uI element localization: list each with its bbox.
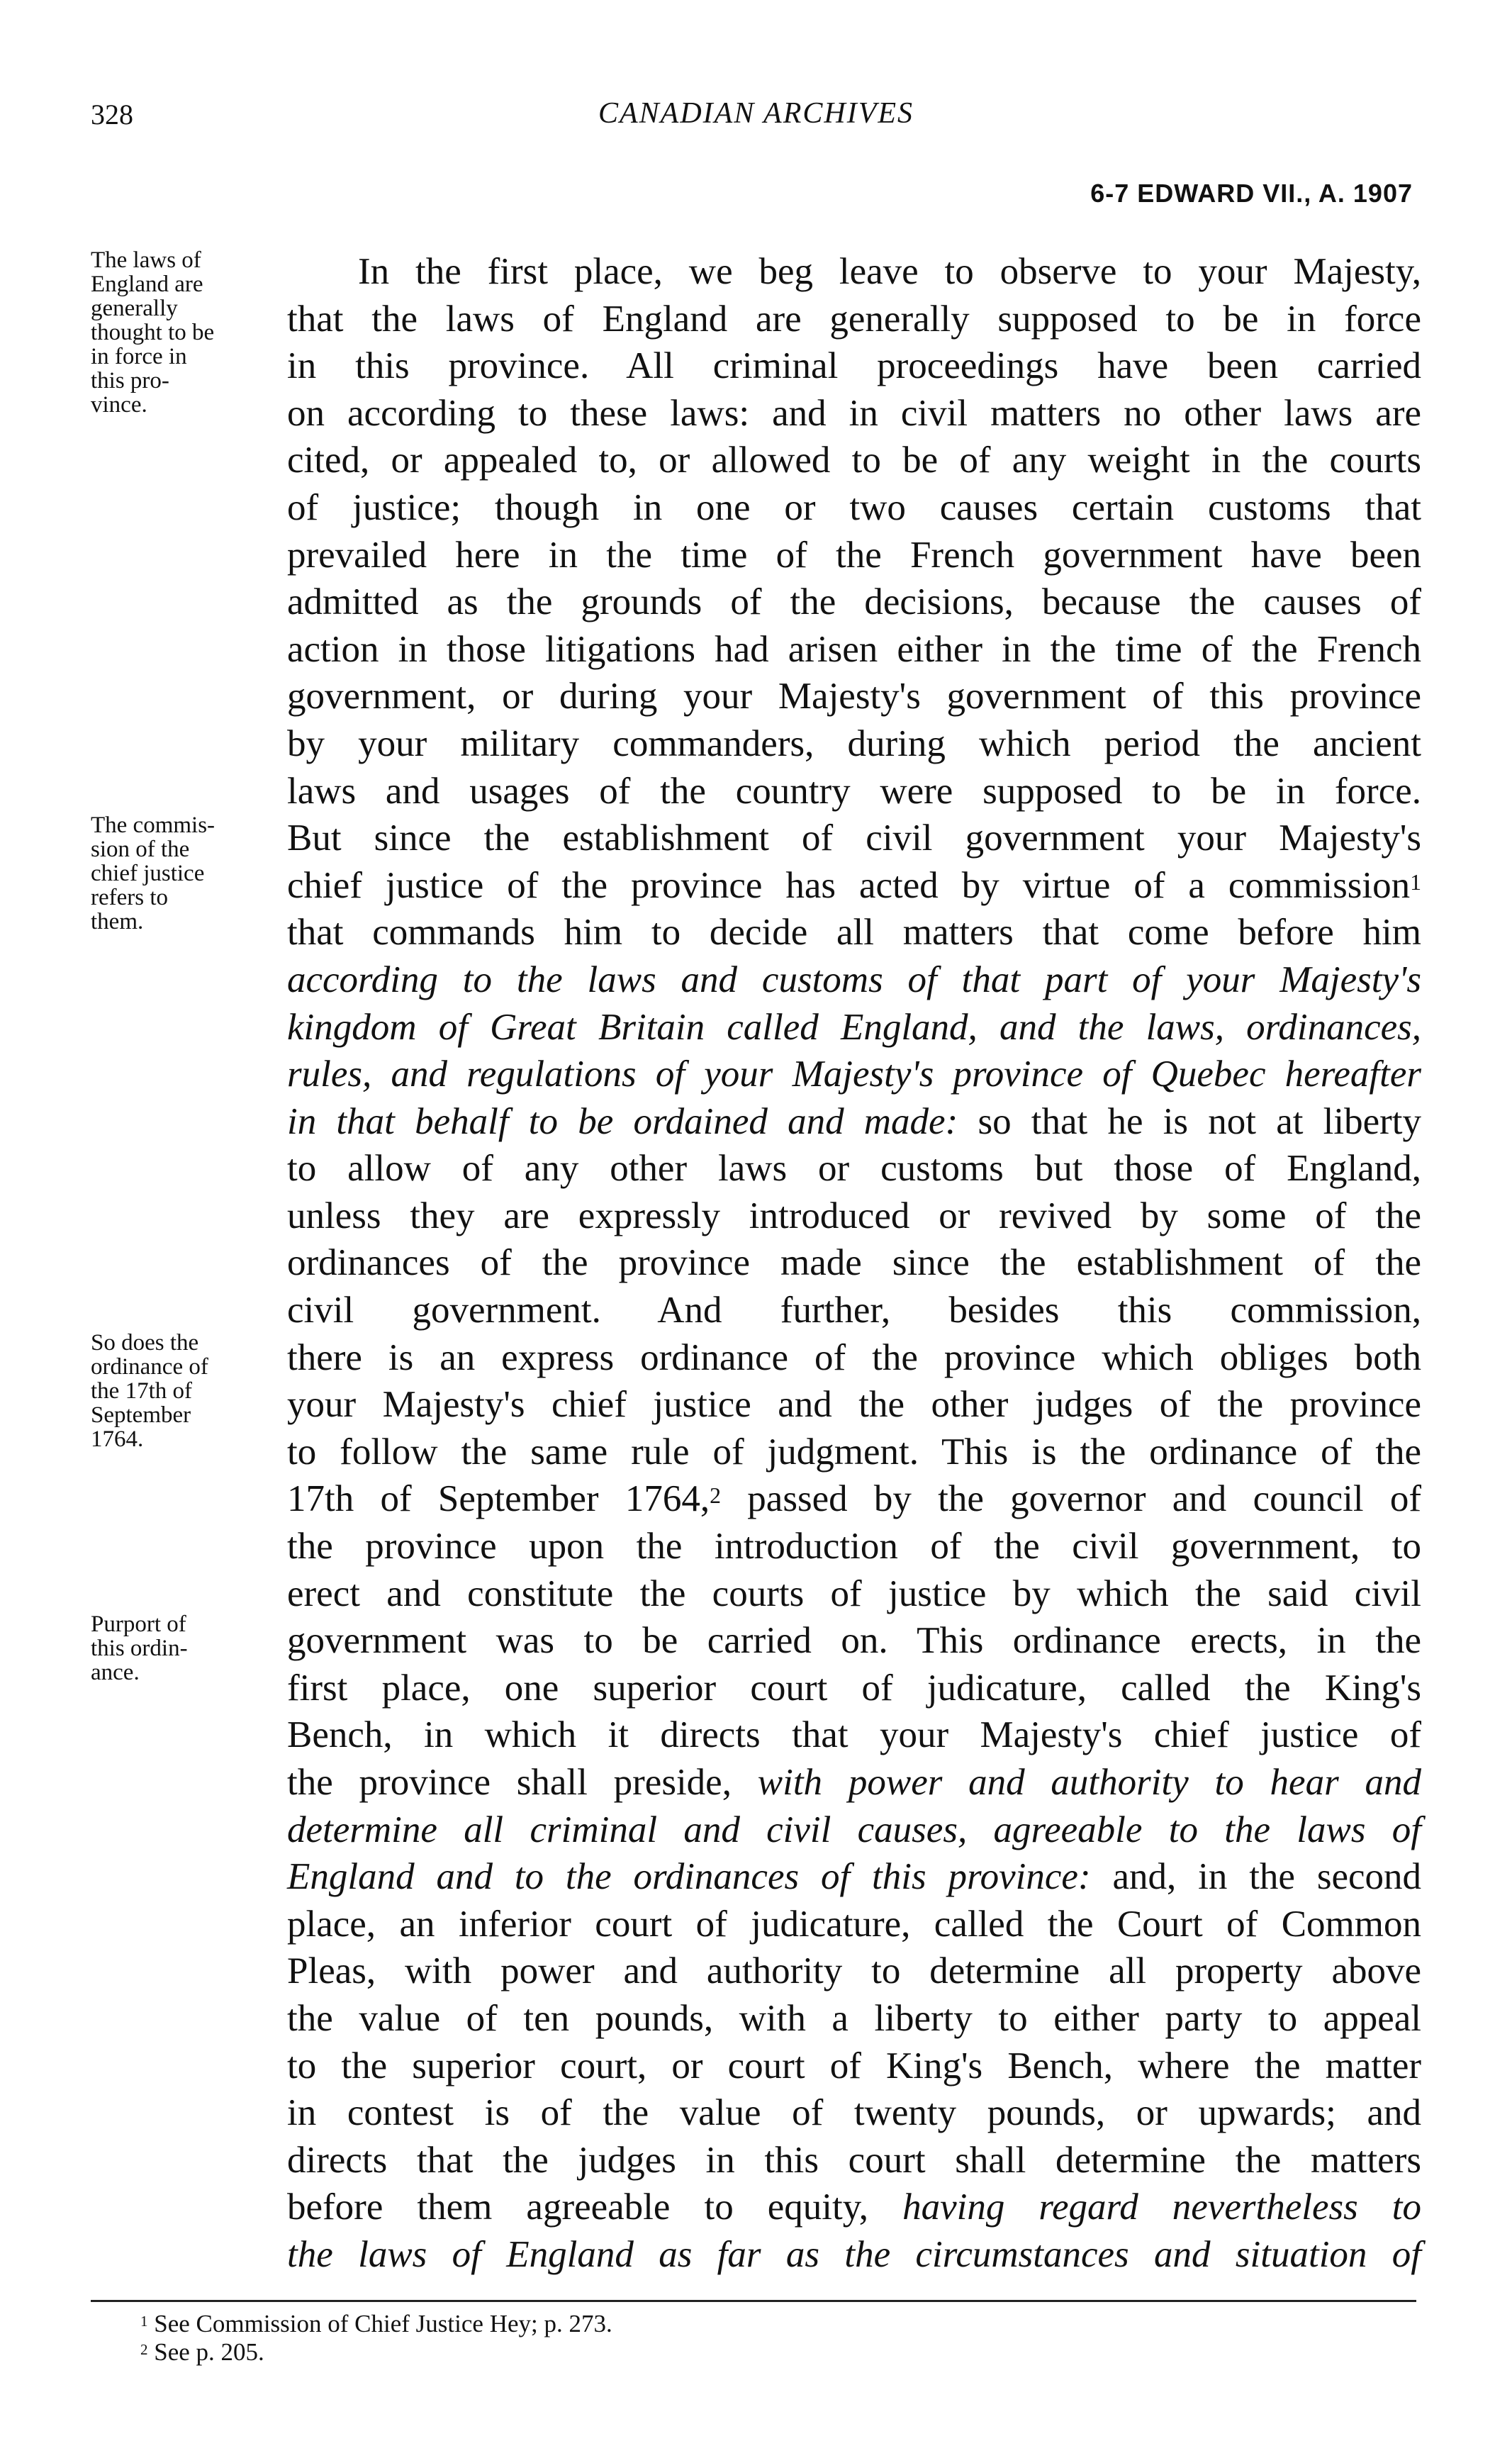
- line-text: In the first place, we beg leave to observe to your Majesty,: [358, 251, 1421, 292]
- sidenote-line: The commis-: [91, 812, 215, 838]
- line-text: laws and usages of the country were supposed to be in force.: [287, 770, 1421, 812]
- line-text: the laws of England as far as the circumstances and situation of: [287, 2233, 1421, 2275]
- sidenote: [91, 813, 282, 934]
- body-line: [287, 484, 1421, 532]
- sidenote-line: generally: [91, 296, 178, 321]
- line-text: civil government. And further, besides this commission,: [287, 1290, 1421, 1331]
- sidenote-line: thought to be: [91, 320, 215, 345]
- sidenote-line: England are: [91, 272, 203, 297]
- line-text: determine all criminal and civil causes, agreeable to the laws of: [287, 1809, 1421, 1850]
- line-text: of justice; though in one or two causes certain customs that: [287, 486, 1421, 528]
- line-text: admitted as the grounds of the decisions, because the causes of: [287, 581, 1421, 623]
- line-text: place, an inferior court of judicature, called the Court of Common: [287, 1903, 1421, 1945]
- sidenote-line: The laws of: [91, 247, 201, 273]
- sidenote-line: September: [91, 1402, 191, 1428]
- body-line: [287, 1806, 1421, 1854]
- line-text: so that he is not at liberty: [958, 1100, 1422, 1142]
- sidenote-line: ance.: [91, 1660, 140, 1685]
- sidenote: [91, 1612, 282, 1685]
- line-text: the value of ten pounds, with a liberty to either party to appeal: [287, 1997, 1421, 2039]
- line-text: your Majesty's chief justice and the other judges of the province: [287, 1384, 1421, 1426]
- sidenote-line: in force in: [91, 344, 187, 369]
- body-line: [287, 1853, 1421, 1901]
- sidenote-line: ordinance of: [91, 1354, 208, 1380]
- line-text: erect and constitute the courts of justice by which the said civil: [287, 1572, 1421, 1614]
- footnote-mark: 2: [140, 2341, 148, 2358]
- line-text: unless they are expressly introduced or revived by some of the: [287, 1195, 1421, 1236]
- footnote-text: See p. 205.: [147, 2338, 264, 2366]
- line-text: that commands him to decide all matters that come before him: [287, 912, 1421, 954]
- line-text: action in those litigations had arisen either in the time of the French: [287, 628, 1421, 670]
- body-line: [287, 390, 1421, 437]
- sidenote-line: them.: [91, 909, 144, 934]
- body-line: [287, 2043, 1421, 2090]
- body-line: [287, 296, 1421, 343]
- line-text: on according to these laws: and in civil matters no other laws are: [287, 392, 1421, 434]
- running-title: CANADIAN ARCHIVES: [598, 97, 914, 130]
- body-line: [287, 579, 1421, 626]
- body-line: [287, 1145, 1421, 1192]
- line-text: But since the establishment of civil government your Majesty's: [287, 817, 1421, 859]
- italic-phrase: having regard nevertheless to: [902, 2186, 1421, 2228]
- body-line: [287, 626, 1421, 674]
- italic-phrase: England and to the ordinances of this province:: [287, 1856, 1091, 1898]
- line-text: to allow of any other laws or customs but those of England,: [287, 1148, 1421, 1190]
- body-line: [287, 1475, 1421, 1523]
- line-text: to follow the same rule of judgment. This is the ordinance of the: [287, 1431, 1421, 1473]
- body-line: [287, 1287, 1421, 1334]
- footnote-ref: 1: [1410, 869, 1421, 895]
- line-text: to the superior court, or court of King's Bench, where the matter: [287, 2045, 1421, 2086]
- sidenote-line: sion of the: [91, 837, 190, 862]
- body-line: [287, 248, 1421, 296]
- body-line: [287, 720, 1421, 768]
- line-text: that the laws of England are generally supposed to be in force: [287, 298, 1421, 340]
- sidenote-line: vince.: [91, 392, 147, 418]
- line-text: according to the laws and customs of that part of your Majesty's: [287, 959, 1421, 1000]
- sidenote-line: So does the: [91, 1330, 199, 1356]
- sidenote-line: Purport of: [91, 1611, 186, 1637]
- body-line: [287, 1429, 1421, 1476]
- line-text: before them agreeable to equity,: [287, 2186, 903, 2228]
- footnotes: [140, 2310, 612, 2367]
- body-line: [287, 1711, 1421, 1759]
- footnote: [140, 2338, 612, 2367]
- body-line: [287, 1759, 1421, 1806]
- body-line: [287, 862, 1421, 910]
- line-text: there is an express ordinance of the province which obliges both: [287, 1336, 1421, 1378]
- body-line: [287, 1523, 1421, 1570]
- body-line: [287, 2231, 1421, 2279]
- body-line: [287, 1570, 1421, 1618]
- sidenote-line: 1764.: [91, 1426, 144, 1452]
- sidenote-line: the 17th of: [91, 1378, 192, 1404]
- footnote-rule: [91, 2300, 1416, 2302]
- body-line: [287, 532, 1421, 579]
- line-text: in contest is of the value of twenty pounds, or upwards; and: [287, 2092, 1421, 2134]
- sidenote-line: chief justice: [91, 861, 205, 886]
- page-number: 328: [91, 99, 133, 130]
- session-heading: 6-7 EDWARD VII., A. 1907: [1090, 179, 1413, 208]
- body-line: [287, 1665, 1421, 1712]
- body-line: [287, 2184, 1421, 2231]
- line-text: in this province. All criminal proceedings have been carried: [287, 345, 1421, 387]
- italic-phrase: with power and authority to hear and: [757, 1762, 1422, 1803]
- body-line: [287, 437, 1421, 484]
- body-line: [287, 1617, 1421, 1665]
- body-line: [287, 1948, 1421, 1995]
- line-text: directs that the judges in this court shall determine the matters: [287, 2139, 1421, 2181]
- body-line: [287, 2089, 1421, 2137]
- body-line: [287, 1192, 1421, 1240]
- body-line: [287, 1051, 1421, 1098]
- line-text: passed by the governor and council of: [721, 1478, 1421, 1520]
- line-text: by your military commanders, during which period the ancient: [287, 722, 1421, 764]
- line-text: the province upon the introduction of the civil government, to: [287, 1526, 1421, 1568]
- body-text: [287, 248, 1421, 2279]
- line-text: 17th of September 1764,: [287, 1478, 710, 1520]
- sidenote: [91, 1331, 282, 1451]
- body-line: [287, 1239, 1421, 1287]
- body-line: [287, 815, 1421, 862]
- body-line: [287, 342, 1421, 390]
- line-text: first place, one superior court of judicature, called the King's: [287, 1667, 1421, 1709]
- line-text: Bench, in which it directs that your Majesty's chief justice of: [287, 1714, 1421, 1756]
- footnote-mark: 1: [140, 2313, 148, 2330]
- line-text: rules, and regulations of your Majesty's province of Quebec hereafter: [287, 1054, 1421, 1095]
- line-text: Pleas, with power and authority to determine all property above: [287, 1950, 1421, 1992]
- sidenote-line: this ordin-: [91, 1636, 188, 1661]
- line-text: chief justice of the province has acted by virtue of a commission: [287, 864, 1411, 906]
- body-line: [287, 909, 1421, 956]
- line-text: and, in the second: [1090, 1856, 1421, 1898]
- line-text: the province shall preside,: [287, 1762, 758, 1803]
- footnote-ref: 2: [710, 1483, 722, 1509]
- body-line: [287, 1901, 1421, 1948]
- line-text: prevailed here in the time of the French government have been: [287, 534, 1421, 576]
- sidenote: [91, 248, 282, 417]
- line-text: kingdom of Great Britain called England, and the laws, ordinances,: [287, 1006, 1421, 1048]
- body-line: [287, 956, 1421, 1004]
- body-line: [287, 1004, 1421, 1051]
- body-line: [287, 2137, 1421, 2184]
- body-line: [287, 1995, 1421, 2043]
- body-line: [287, 1334, 1421, 1382]
- line-text: government was to be carried on. This ordinance erects, in the: [287, 1620, 1421, 1662]
- line-text: cited, or appealed to, or allowed to be of any weight in the courts: [287, 440, 1421, 481]
- sidenote-line: this pro-: [91, 368, 169, 393]
- body-line: [287, 1098, 1421, 1146]
- body-line: [287, 1381, 1421, 1429]
- footnote: [140, 2310, 612, 2338]
- footnote-text: See Commission of Chief Justice Hey; p. 273.: [147, 2310, 612, 2337]
- body-line: [287, 768, 1421, 815]
- line-text: government, or during your Majesty's government of this province: [287, 676, 1421, 717]
- line-text: ordinances of the province made since the establishment of the: [287, 1242, 1421, 1284]
- italic-phrase: in that behalf to be ordained and made:: [287, 1100, 958, 1142]
- sidenote-line: refers to: [91, 885, 169, 910]
- body-line: [287, 673, 1421, 720]
